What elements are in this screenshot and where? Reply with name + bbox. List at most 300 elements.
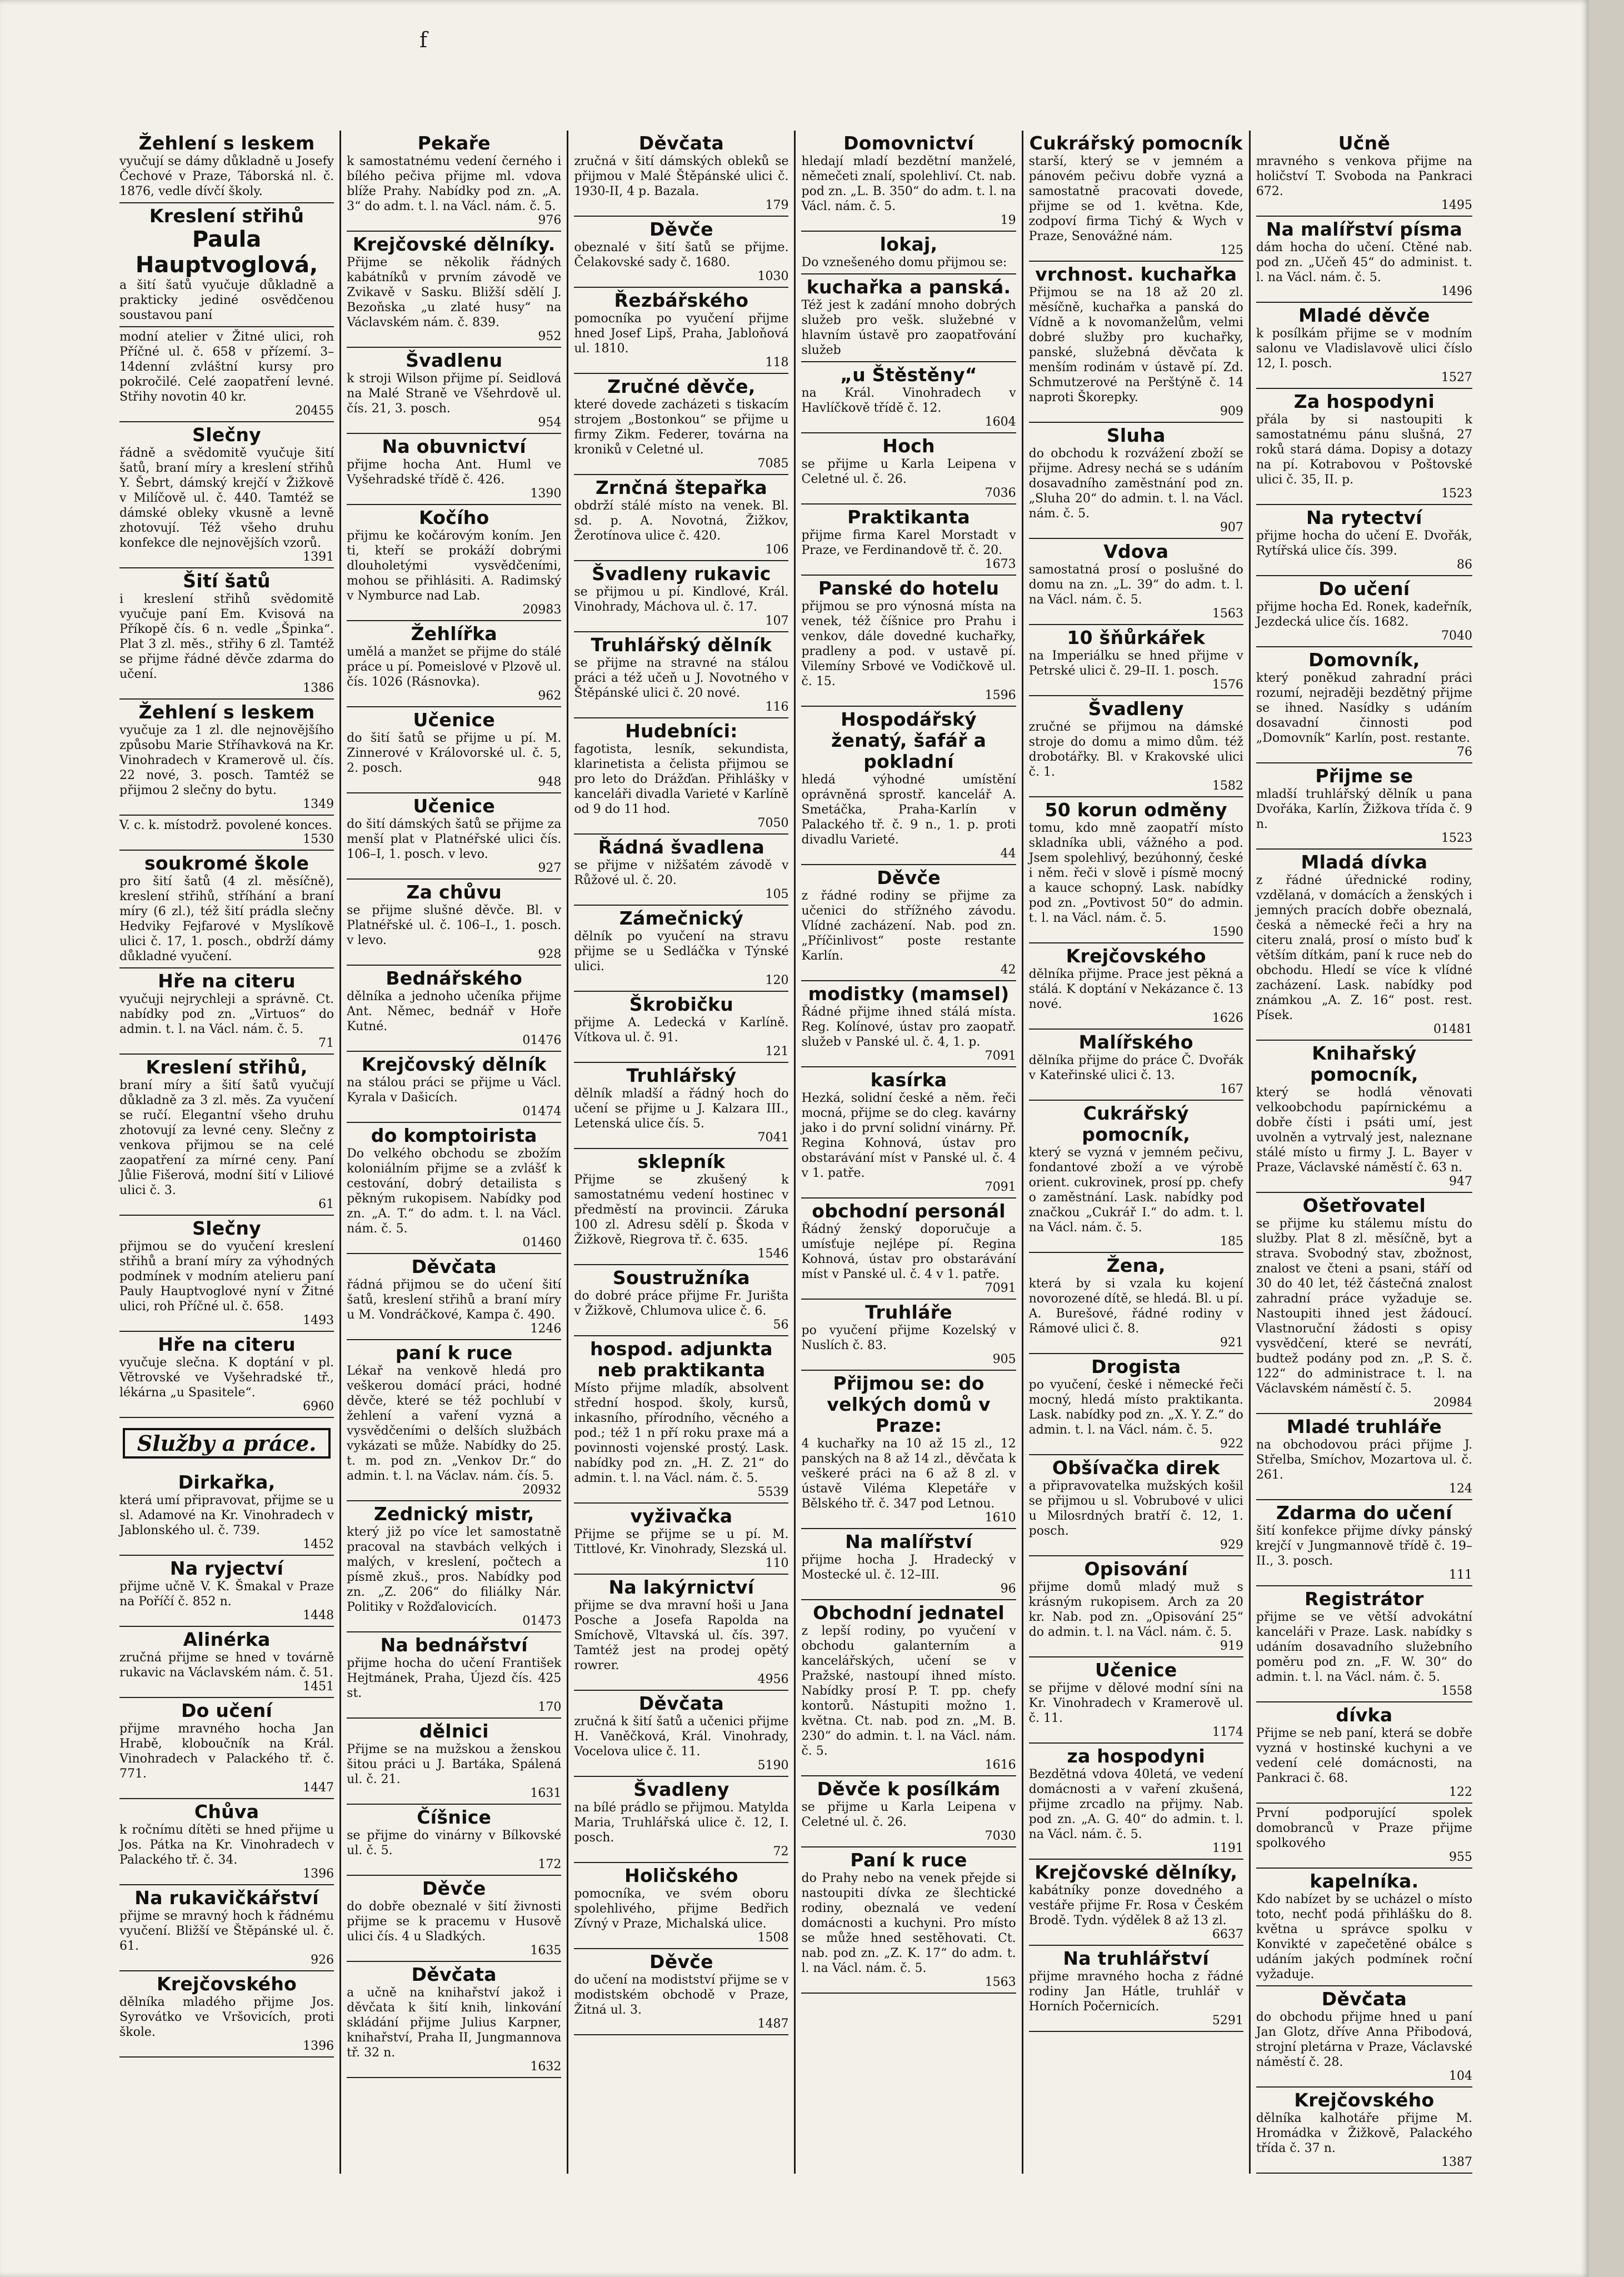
classified-ad (1256, 647, 1472, 763)
ad-heading: Obchodní jednatel (813, 1602, 1005, 1624)
ad-heading: paní k ruce (395, 1342, 513, 1364)
classified-ad (801, 865, 1016, 981)
ad-number: 962 (538, 689, 562, 703)
ad-number: 96 (1000, 1582, 1016, 1596)
classified-ad (1256, 576, 1472, 647)
ad-heading: Mladá dívka (1301, 851, 1428, 873)
ad-heading: Děvčata (638, 132, 724, 154)
ad-heading: Učenice (413, 795, 496, 817)
ad-number: 7091 (985, 1281, 1016, 1295)
ad-number: 1604 (985, 415, 1016, 429)
ad-heading: Šití šatů (183, 570, 271, 592)
ad-text: mladší truhlářský dělník u pana Dvořáka, Karlín, Žižkova třída č. 9 n. (1256, 787, 1472, 831)
ad-heading: Truhlářský dělník (591, 634, 772, 656)
ad-heading: Děvčata (411, 1964, 497, 1985)
ad-number: 01476 (522, 1033, 562, 1047)
ad-text: která umí připravovat, přijme se u sl. Adamové na Kr. Vinohradech v Jablonského ul. č. 739. (119, 1494, 334, 1537)
classified-ad (1256, 1586, 1472, 1702)
ad-heading: Na bednářství (380, 1634, 528, 1656)
ad-number: 106 (765, 543, 789, 557)
ad-text: na obchodovou práci přijme J. Střelba, Smíchov, Mozartova ul. č. 261. (1256, 1438, 1472, 1482)
ad-heading: Na malířství písma (1266, 218, 1463, 240)
classified-ad (347, 232, 561, 348)
ad-heading: Švadleny (1088, 698, 1184, 720)
classified-ad (801, 505, 1016, 576)
ad-number: 1616 (985, 1758, 1016, 1772)
ad-text: pro šití šatů (4 zl. měsíčně), kreslení střihů, stříhání a braní míry (6 zl.), též šití prádla slečny Hedviky Fejfarové v Myslíkově ulici č. 17, 1. posch., obdrží dámy důkladné vyučení. (119, 875, 334, 963)
ad-text: dělníka kalhotáře přijme M. Hromádka v Žižkově, Palackého třída č. 37 n. (1256, 2111, 1472, 2155)
ad-text: který se hodlá věnovati velkoobchodu papírnickému a dobře čísti i psáti umí, jest uvolněn a vytrvalý jest, naleznane stálé místo u firmy J. L. Bayer v Praze, Václavské náměstí č. 63 n. (1256, 1086, 1472, 1175)
ad-number: 1631 (530, 1786, 562, 1800)
ad-text: První podporující spolek domobranců v Praze přijme spolkového (1256, 1806, 1472, 1850)
ad-number: 1396 (303, 1867, 334, 1881)
ad-number: 7041 (757, 1131, 789, 1145)
classified-ad (801, 433, 1016, 505)
ad-text: i kreslení střihů svědomitě vyučuje paní Em. Kvisová na Příkopě čís. 6 n. vedle „Špinka“. Plat 3 zl. měs., střihy 6 zl. Tamtéž se přijme řádné děvče zdarma do učení. (119, 592, 334, 681)
ad-number: 20984 (1433, 1396, 1472, 1410)
ad-heading: Zdarma do učení (1276, 1502, 1452, 1524)
ad-heading: Ošetřovatel (1302, 1195, 1426, 1216)
ad-heading: hospod. adjunkta neb praktikanta (590, 1338, 773, 1381)
ad-text: a učně na knihařství jakož i děvčata k šití knih, linkování skládání přijme Julius Karpner, knihařství, Praha II, Jungmannova tř. 32 n. (347, 1986, 562, 2060)
ad-number: 72 (773, 1845, 789, 1859)
ad-heading: Malířského (1078, 1031, 1193, 1053)
classified-ad (1029, 1101, 1243, 1253)
ad-text: přijme se ve větší advokátní kanceláři v Praze. Lask. nabídky s udáním dosavadního služebního poměru pod zn. „F. W. 30“ do admin. t. l. na Václ. nám. č. 5. (1256, 1610, 1472, 1684)
ad-text: do učení na modistství přijme se v modistském obchodě v Praze, Žitná ul. 3. (574, 1973, 789, 2017)
ad-heading: dělnici (419, 1720, 489, 1742)
classified-ad (347, 434, 561, 505)
ad-text: se přijme do vinárny v Bílkovské ul. č. 5. (347, 1829, 562, 1857)
ad-text: na Král. Vinohradech v Havlíčkově třídě č. 12. (801, 386, 1016, 415)
ad-heading: Na ryjectví (169, 1557, 284, 1579)
ad-text: přijme hocha Ed. Ronek, kadeřník, Jezdecká ulice čís. 1682. (1256, 600, 1472, 629)
ad-heading: Drogista (1091, 1356, 1181, 1377)
ad-text: který poněkud zahradní práci rozumí, nejraději bezdětný přijme se ihned. Nasídky s udáním dosavadní činnosti pod „Domovník“ Karlín, post. restante. (1256, 671, 1472, 745)
ad-number: 1386 (303, 681, 334, 695)
classified-ad (801, 1199, 1016, 1300)
ad-heading: kasírka (870, 1069, 947, 1091)
ad-heading: vyživačka (630, 1505, 733, 1527)
ad-text: se přijme ku stálemu místu do služby. Plat 8 zl. měsíčně, byt a strava. Svobodný stav, zbožnost, znalost ve čteni a psani, stáří od 30 do 40 let, též částečná znalost zahradní práce vyžaduje se. Nastoupiti ihned jest žádoucí. Vlastnoruční žádosti s opisy vysvědčení, které se nevrátí, budtež podány pod zn. „P. S. č. 122“ do administrace t. l. na Václavském náměstí č. 5. (1256, 1217, 1472, 1396)
classified-ad (801, 1371, 1016, 1529)
ad-text: se přijme u Karla Leipena v Celetné ul. č. 26. (801, 457, 1016, 486)
ad-text: vyučují se dámy důkladně u Josefy Čechové v Praze, Táborská nl. č. 1876, vedle dívčí školy. (119, 154, 334, 198)
ad-number: 7030 (985, 1829, 1016, 1843)
ad-heading: Přijme se (1315, 765, 1413, 787)
top-mark: f (419, 28, 428, 52)
ad-text: starší, který se v jemném a pánovém pečivu dobře vyzná a samostatně pracovati dovede, přijme se od 1. května. Kde, zodpoví firma Tichý & Wych v Praze, Senovážné nám. (1028, 154, 1243, 243)
ad-text: pomocníka po vyučení přijme hned Josef Lipš, Praha, Jabloňová ul. 1810. (574, 312, 789, 356)
ad-heading: Učenice (413, 709, 496, 731)
ad-number: 19 (1000, 213, 1016, 227)
ad-heading: Kreslení střihů, (146, 1056, 308, 1078)
ad-heading: Hospodářský ženatý, šafář a pokladní (831, 708, 987, 772)
ad-text: po vyučení, české i německé řeči mocný, hledá místo praktikanta. Lask. nabídky pod zn. „X. Y. Z.“ do admin. t. l. na Václ. nám. č. 5. (1028, 1378, 1243, 1437)
classified-ad (801, 981, 1016, 1067)
ad-heading: Na rukavičkářství (134, 1887, 319, 1909)
ad-heading: Zručné děvče, (607, 376, 756, 397)
ad-text: na stálou práci se přijme u Václ. Kyrala v Dašicích. (347, 1076, 562, 1105)
ad-text: dělník po vyučení na stravu přijme se u Sedláčka v Týnské ulici. (574, 930, 789, 973)
ad-text: V. c. k. místodrž. povolené konces. (119, 818, 332, 832)
ad-text: Kdo nabízet by se ucházel o místo toto, nechť podá přihlášku do 8. května u správce spolku v Konvikté v zapečetěné obálce s udáním jakých podmínek roční vyžaduje. (1256, 1892, 1472, 1981)
ad-heading: Děvčata (1321, 1988, 1407, 2010)
ad-text: který se vyzná v jemném pečivu, fondantové zboží a ve výrobě orient. cukrovinek, prosí pp. chefy o zaměstnání. Lask. nabídky pod značkou „Cukrář I.“ do adm. t. l. na Václ. nám. č. 5. (1028, 1146, 1243, 1235)
ad-text: na Imperiálku se hned přijme v Petrské ulici č. 29–II. 1. posch. (1028, 649, 1243, 678)
ad-heading: Dirkařka, (178, 1471, 276, 1493)
classified-ad (347, 1340, 561, 1501)
ad-number: 20455 (295, 404, 334, 418)
ad-text: dám hocha do učení. Ctěné nab. pod zn. „Učeň 45“ do administ. t. l. na Václ. nám. č. 5. (1256, 241, 1472, 284)
classified-ad (119, 422, 334, 568)
ad-text: Bezdětná vdova 40letá, ve vedení domácnosti a v vaření zkušená, přijme zrcadlo na přijmy. Nab. pod zn. „A. G. 40“ do admin. t. l. na Václ. nám. č. 5. (1028, 1767, 1243, 1841)
ad-number: 947 (1448, 1175, 1472, 1189)
classified-ad (574, 131, 788, 217)
ad-heading: Slečny (192, 424, 261, 446)
ad-heading: Registrátor (1305, 1588, 1424, 1610)
ad-number: 1452 (303, 1537, 334, 1551)
ad-number: 1582 (1212, 779, 1243, 793)
ad-heading: Truhlářský (626, 1065, 737, 1086)
ad-text: dělníka a jednoho učeníka přijme Ant. Němec, bednář v Hoře Kutné. (347, 990, 562, 1033)
ad-number: 01474 (522, 1105, 562, 1118)
ad-heading: za hospodyni (1067, 1745, 1206, 1767)
ad-number: 919 (1220, 1639, 1243, 1653)
ad-text: přijme A. Ledecká v Karlíně. Vítkova ul. č. 91. (574, 1016, 789, 1045)
ad-heading: Na malířství (845, 1531, 972, 1552)
ad-heading: Děvče (877, 867, 941, 888)
ad-heading: Děvče (422, 1877, 486, 1899)
classified-ad (119, 816, 334, 851)
ad-heading: Na rytectví (1306, 507, 1422, 528)
ad-number: 7050 (757, 816, 789, 830)
classified-ad (1029, 1657, 1243, 1744)
ad-number: 927 (538, 861, 562, 875)
classified-ad (1029, 1354, 1243, 1455)
ad-heading: Děvčata (411, 1256, 497, 1277)
classified-ad (1256, 763, 1472, 850)
ad-number: 185 (1220, 1235, 1243, 1249)
ad-text: se přijme u Karla Leipena v Celetné ul. č. 26. (801, 1800, 1016, 1829)
classified-ad (1029, 539, 1243, 625)
ad-number: 1174 (1212, 1725, 1243, 1739)
ad-number: 1523 (1441, 831, 1472, 845)
ad-number: 122 (1448, 1785, 1472, 1799)
ad-number: 120 (765, 973, 789, 987)
ad-number: 1563 (985, 1975, 1016, 1989)
ad-number: 928 (538, 947, 562, 961)
ad-text: zručná k šití šatů a učenici přijme H. Vaněčková, Král. Vinohrady, Vocelova ulice č. 11. (574, 1715, 789, 1759)
classified-ad (574, 718, 788, 835)
classified-ad (347, 793, 561, 880)
ad-text: přijme domů mladý muž s krásným rukopisem. Arch za 20 kr. Nab. pod zn. „Opisování 25“ do admin. t. l. na Václ. nám. č. 5. (1028, 1580, 1243, 1639)
ad-heading: 50 korun odměny (1045, 799, 1227, 821)
ad-heading: Zrnčná štepařka (595, 477, 767, 498)
ad-heading: Švadleny rukavic (592, 563, 771, 585)
ad-number: 1495 (1441, 198, 1472, 212)
ad-number: 1349 (303, 797, 334, 811)
ad-heading: Krejčovského (157, 1973, 297, 1995)
ad-number: 179 (765, 198, 789, 212)
ad-text: Přijme se zkušený k samostatnému vedení hostinec v předměstí na provincii. Záruka 100 zl. Adresu sdělí p. Škoda v Žižkově, Riegrova tř. č. 635. (574, 1173, 789, 1247)
classified-ad (119, 327, 334, 422)
ad-number: 5190 (757, 1759, 789, 1772)
ad-number: 1487 (757, 2017, 789, 2031)
ad-number: 1390 (530, 487, 562, 501)
ad-text: zručné se přijmou na dámské stroje do domu a mimo dům. též drobotářky. Bl. v Krakovské ulici č. 1. (1028, 720, 1243, 779)
ad-text: dělníka přijme do práce Č. Dvořák v Kateřinské ulici č. 13. (1028, 1053, 1243, 1082)
classified-ad (1256, 217, 1472, 303)
classified-ad (119, 1216, 334, 1332)
classified-ad (574, 1063, 788, 1149)
ad-heading: Hře na citeru (158, 1334, 296, 1355)
classified-ad (119, 1799, 334, 1885)
classified-ad (1029, 1744, 1243, 1860)
ad-text: zručná přijme se hned v továrně rukavic na Václavském nám. č. 51. (119, 1651, 334, 1680)
ad-number: 71 (318, 1036, 334, 1050)
classified-ad (1029, 1253, 1243, 1354)
ad-number: 1523 (1441, 487, 1472, 501)
ad-heading: Krejčovského (1294, 2089, 1435, 2111)
ad-heading: Pekaře (417, 132, 491, 154)
ad-number: 954 (538, 416, 562, 430)
ad-heading: Cukrářský pomocník (1029, 132, 1243, 154)
ad-heading: Obšívačka direk (1052, 1457, 1220, 1479)
ad-number: 1396 (303, 2039, 334, 2053)
ad-number: 167 (1220, 1082, 1243, 1096)
ad-heading: Žena, (1106, 1255, 1166, 1276)
classified-ad (1256, 1702, 1472, 1804)
column-4 (796, 131, 1023, 2174)
ad-heading: Knihařský pomocník, (1310, 1042, 1418, 1085)
ad-text: která by si vzala ku kojení novorozené dítě, se hledá. Bl. u pí. A. Burešové, řádné rodiny v Rámové ulici č. 8. (1028, 1277, 1243, 1336)
ad-heading: Řezbářského (614, 289, 749, 311)
ad-heading: Hudebníci: (625, 720, 738, 742)
classified-ad (1256, 1041, 1472, 1193)
ad-text: přijme mravného hocha z řádné rodiny Jan Hátle, truhlář v Horních Počernicích. (1028, 1970, 1243, 2014)
classified-ad (574, 1336, 788, 1504)
ad-number: 20983 (522, 603, 562, 617)
ad-heading: Na lakýrnictví (608, 1576, 754, 1598)
ad-heading: Švadlenu (406, 349, 503, 371)
classified-ad (119, 1885, 334, 1971)
classified-ad (801, 1847, 1016, 1994)
classified-ad (574, 835, 788, 906)
ad-number: 909 (1220, 405, 1243, 418)
ad-text: do dobře obeznalé v šití živnosti přijme se k pracemu v Husově ulici čís. 4 u Sladkých. (347, 1900, 562, 1944)
ad-heading: Škrobičku (629, 993, 734, 1015)
ad-text: na bílé prádlo se přijmou. Matylda Maria, Truhlářská ulice č. 12, I. posch. (574, 1801, 789, 1845)
classified-ad (1256, 1193, 1472, 1414)
ad-text: samostatná prosí o poslušné do domu na zn. „L. 39“ do adm. t. l. na Václ. nám. č. 5. (1028, 563, 1243, 607)
classified-ad (119, 568, 334, 700)
ad-heading: Švadleny (633, 1779, 729, 1800)
ad-heading: Za hospodyni (1293, 391, 1435, 412)
classified-ad (574, 906, 788, 992)
ad-number: 1563 (1212, 607, 1243, 621)
classified-ad (574, 1863, 788, 1949)
ad-heading: Přijmou se: do velkých domů v Praze: (827, 1372, 991, 1436)
ad-text: přijme se dva mravní hoši u Jana Posche a Josefa Rapolda na Smíchově, Vltavská ul. čís. 397. Tamtéž jest na prodej opětý rowrer. (574, 1599, 789, 1672)
ad-text: šití konfekce přijme dívky pánský krejčí v Jungmannově třídě č. 19–II., 3. posch. (1256, 1524, 1472, 1568)
ad-heading: Sluha (1106, 425, 1166, 446)
classified-ad (119, 1556, 334, 1627)
classified-ad (119, 1332, 334, 1418)
classified-ad (1029, 131, 1243, 262)
classified-ad (574, 1691, 788, 1777)
classified-ad (574, 1575, 788, 1691)
ad-number: 921 (1220, 1336, 1243, 1350)
ad-number: 1191 (1212, 1841, 1243, 1855)
classified-ad (801, 1300, 1016, 1371)
ad-text: do šití dámských šatů se přijme za menší plat v Platnéřské ulici čís. 106–I, 1. posch. v levo. (347, 817, 562, 861)
ad-number: 01460 (522, 1236, 562, 1250)
ad-heading: Alinérka (183, 1629, 271, 1650)
ad-text: které dovede zacházeti s tiskacím strojem „Bostonkou“ se přijme u firmy Zikm. Federer, továrna na kroniků v Celetné ul. (574, 398, 789, 457)
ad-number: 948 (538, 775, 562, 789)
classified-ad (119, 851, 334, 968)
ad-heading: Hře na citeru (158, 970, 296, 992)
ad-heading: Paní k ruce (850, 1849, 967, 1871)
ad-text: do šití šatů se přijme u pí. M. Zinnerové v Královorské ul. č. 5, 2. posch. (347, 731, 562, 775)
ad-heading: Číšnice (417, 1806, 492, 1828)
ad-text: přijme učně V. K. Šmakal v Praze na Poříčí č. 852 n. (119, 1580, 334, 1609)
ad-heading: kapelníka. (1310, 1870, 1419, 1892)
column-1 (114, 131, 341, 2174)
ad-text: se přijme na stravné na stálou práci a též učeň u J. Novotného v Štěpánské ulici č. 20 nové. (574, 656, 789, 700)
ad-text: tomu, kdo mně zaopatří místo skladníka ubli, vážného a pod. Jsem spolehlivý, bezúhonný, české i něm. řeči v slově i písmě mocný a kauce schopný. Lask. nabídky pod zn. „Povtivost 50“ do admin. t. l. na Václ. nám. č. 5. (1028, 821, 1243, 925)
classified-ad (119, 1470, 334, 1556)
ad-number: 107 (765, 614, 789, 628)
classified-ad (1256, 303, 1472, 389)
ad-text: k samostatnému vedení černého i bílého pečiva přijme ml. vdova blíže Prahy. Nabídky pod zn. „A. 3“ do adm. t. l. na Václ. nám. č. 5. (347, 154, 562, 213)
classified-ad (347, 1254, 561, 1340)
ad-text: z řádné rodiny se přijme za učenici do střížného závodu. Vlídné zacházení. Nab. pod zn. „Příčinlivost“ poste restante Karlín. (801, 889, 1016, 963)
ad-heading: Děvče (649, 1951, 713, 1973)
ad-text: Do velkého obchodu se zbožím koloniálním přijme se a zvlášť k cestování, dobrý detailista s pěkným rukopisem. Nabídky pod zn. „A. T.“ do adm. t. l. na Václ. nám. č. 5. (347, 1147, 562, 1236)
classified-ad (574, 1149, 788, 1265)
ad-text: k posílkám přijme se v modním salonu ve Vladislavově ulici číslo 12, I. posch. (1256, 327, 1472, 371)
ad-text: vyučuje slečna. K doptání v pl. Větrovské ve Vyšehradské tř., lékárna „u Spasitele“. (119, 1356, 334, 1400)
ad-heading: Soustružníka (612, 1267, 750, 1289)
classified-columns (114, 131, 1478, 2169)
classified-ad (119, 1418, 334, 1470)
classified-ad (119, 968, 334, 1055)
classified-ad (347, 966, 561, 1052)
ad-heading: Na obuvnictví (382, 436, 527, 457)
classified-ad (801, 362, 1016, 433)
classified-ad (119, 131, 334, 203)
ad-number: 76 (1456, 745, 1472, 759)
ad-number: 976 (538, 213, 562, 227)
ad-number: 1590 (1212, 925, 1243, 939)
section-heading-box: Služby a práce. (123, 1428, 331, 1459)
ad-heading: Krejčovské dělníky. (352, 233, 556, 255)
classified-ad (347, 1876, 561, 1962)
ad-number: 1610 (985, 1511, 1016, 1525)
ad-number: 125 (1220, 243, 1243, 257)
ad-number: 1596 (985, 688, 1016, 702)
ad-heading: Žehlení s leskem (138, 132, 315, 154)
ad-heading: Do učení (181, 1700, 273, 1721)
ad-text: přijme hocha J. Hradecký v Mostecké ul. č. 12–III. (801, 1553, 1016, 1582)
ad-heading: Krejčovského (1066, 945, 1206, 967)
classified-ad (347, 1052, 561, 1123)
classified-ad (1029, 1455, 1243, 1556)
ad-text: přijme hocha Ant. Huml ve Vyšehradské třídě č. 426. (347, 458, 562, 487)
classified-ad (1256, 1986, 1472, 2088)
ad-heading: Hoch (882, 435, 935, 457)
classified-ad (574, 561, 788, 632)
ad-number: 105 (765, 887, 789, 901)
ad-number: 1530 (303, 832, 334, 846)
ad-text: Místo přijme mladík, absolvent střední hospod. školy, kursů, inkasního, přírodního, věcného a pod.; též 1 n pří roku praxe má a povinnosti vojenské prostý. Lask. nabídky pod zn. „H. Z. 21“ do admin. t. l. na Václ. nám. č. 5. (574, 1381, 789, 1485)
ad-heading: modistky (mamsel) (808, 983, 1010, 1005)
classified-ad (574, 632, 788, 718)
ad-number: 7091 (985, 1180, 1016, 1194)
ad-text: přijme se mravný hoch k řádnému vyučení. Bližší ve Štěpánské ul. č. 61. (119, 1909, 334, 1953)
classified-ad (574, 217, 788, 288)
ad-heading: Za chůvu (406, 881, 502, 903)
ad-text: dělníka mladého přijme Jos. Syrovátko ve Vršovicích, proti škole. (119, 1995, 334, 2039)
ad-heading: Praktikanta (847, 506, 970, 528)
ad-text: k stroji Wilson přijme pí. Seidlová na Malé Straně ve Všehrdově ul. čís. 21, 3. posch. (347, 372, 562, 416)
ad-heading: Mladé truhláře (1286, 1416, 1442, 1437)
ad-text: vyučuji nejrychleji a správně. Ct. nabídky pod zn. „Virtuos“ do admin. t. l. na Václ. nám. č. 5. (119, 992, 334, 1036)
ad-number: 7036 (985, 486, 1016, 500)
classified-ad (119, 700, 334, 816)
ad-text: se přijme v dělové modní síni na Kr. Vinohradech v Kramerově ul. č. 11. (1028, 1681, 1243, 1725)
ad-text: kabátníky ponze dovedného a vestáře přijme Fr. Rosa v Českém Brodě. Tydn. výdělek 8 až 13 zl. (1028, 1884, 1243, 1928)
classified-ad (119, 1971, 334, 2058)
classified-ad (1029, 943, 1243, 1030)
ad-text: zručná v šití dámských obleků se přijmou v Malé Štěpánské ulici č. 1930-II, 4 p. Bazala. (574, 154, 789, 198)
ad-number: 922 (1220, 1437, 1243, 1451)
classified-ad (347, 1632, 561, 1719)
ad-text: a připravovatelka mužských košil se přijmou u sl. Vobrubové v ulici u Milosrdných bratří č. 12, 1. posch. (1028, 1479, 1243, 1538)
ad-number: 929 (1220, 1538, 1243, 1552)
ad-number: 1632 (530, 2060, 562, 2074)
page-edge (1589, 0, 1624, 2277)
classified-ad (347, 1123, 561, 1254)
classified-ad (801, 131, 1016, 232)
ad-heading: Žehlířka (411, 623, 497, 645)
ad-number: 1493 (303, 1314, 334, 1327)
ad-number: 7040 (1441, 629, 1472, 643)
ad-heading: Domovník, (1308, 649, 1420, 671)
ad-heading: Kreslení střihů (149, 205, 304, 227)
ad-heading: kuchařka a panská. (806, 276, 1011, 298)
ad-text: Přijme se na mužskou a ženskou šitou práci u J. Bartáka, Spálená ul. č. 21. (347, 1742, 562, 1786)
ad-text: který již po více let samostatně pracoval na stavbách velkých i malých, v kreslení, počtech a písmě zkuš., pros. Nabídky pod zn. „Z. 206“ do filiálky Nár. Politiky v Rožďalovicích. (347, 1525, 562, 1614)
ad-number: 111 (1448, 1568, 1472, 1582)
ad-text: Přijme se několik řádných kabátníků v prvním závodě ve Zvikavě v Sasku. Bližší sdělí J. Bezoňska „u zlaté husy“ na Václavském nám. č. 839. (347, 256, 562, 329)
ad-number: 86 (1456, 558, 1472, 572)
ad-heading: Krejčovský dělník (361, 1053, 547, 1075)
ad-heading: Mladé děvče (1298, 304, 1430, 326)
ad-heading: Učenice (1095, 1659, 1177, 1681)
ad-number: 61 (318, 1197, 334, 1211)
ad-text: 4 kuchařky na 10 až 15 zl., 12 panských na 8 až 14 zl., děvčata k veškeré práci na 6 až 8 zl. v ústavě Viléma Klepetáře v Bělského tř. č. 347 pod Letnou. (801, 1437, 1016, 1511)
ad-text: Hezká, solidní české a něm. řeči mocná, přijme se do cleg. kavárny jako i do první solidní vinárny. Př. Regina Kohnová, ústav pro obstarávání míst v Panské ul. č. 4 v 1. patře. (801, 1091, 1016, 1180)
classified-ad (801, 1067, 1016, 1199)
classified-ad (119, 1627, 334, 1698)
ad-text: umělá a manžet se přijme do stálé práce u pí. Pomeislové v Plzově ul. čís. 1026 (Rásnovka). (347, 645, 562, 689)
classified-ad (119, 203, 334, 327)
ad-heading: Truhláře (865, 1301, 952, 1323)
ad-text: Řádné přijme ihned stálá místa. Reg. Kolínové, ústav pro zaopatř. služeb v Panské ul. č. 4, 1. p. (801, 1005, 1016, 1049)
